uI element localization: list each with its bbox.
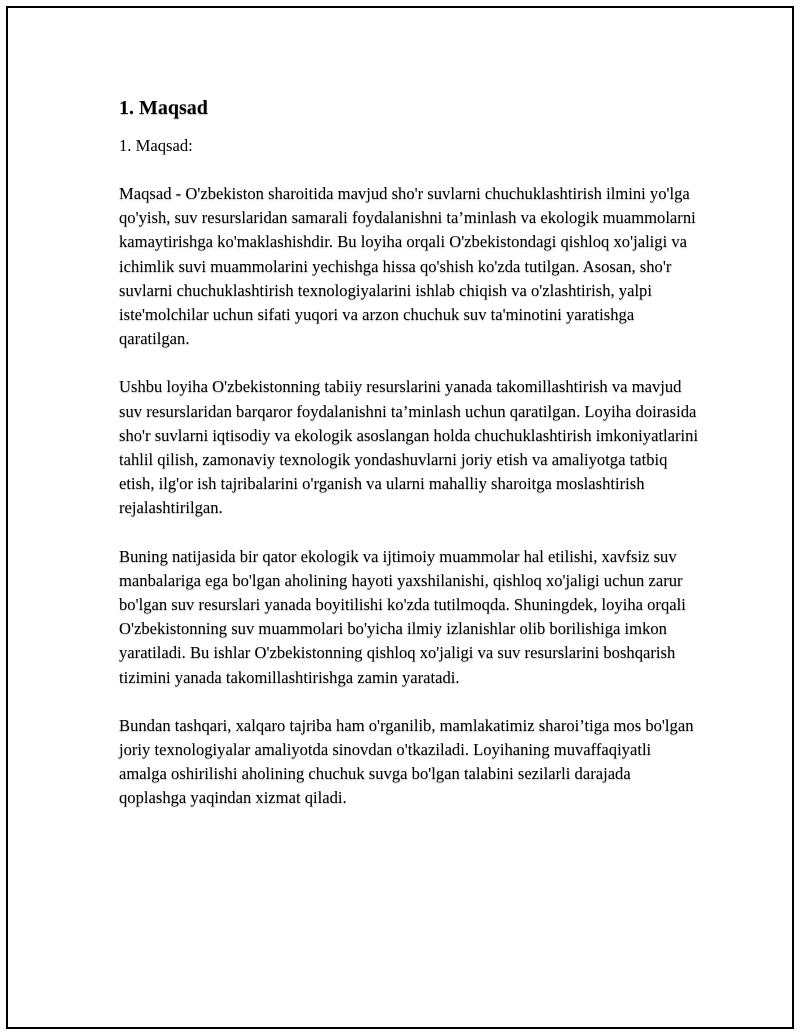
paragraph-3: Buning natijasida bir qator ekologik va ijtimoiy muammolar hal etilishi, xavfsiz suv manbalariga ega bo'lgan aholining hayoti yaxshilanishi, qishloq xo'jaligi uchun zarur bo'lgan suv resurslari yanada boyitilishi ko'zda tutilmoqda. Shuningdek, loyiha orqali O'zbekistonning suv muammolari bo'yicha ilmiy izlanishlar olib borilishiga imkon yaratiladi. Bu ishlar O'zbekistonning qishloq xo'jaligi va suv resurslarini boshqarish tizimini yanada takomillashtirishga zamin yaratadi. <box>119 546 686 687</box>
paragraph-2: Ushbu loyiha O'zbekistonning tabiiy resurslarini yanada takomillashtirish va mavjud suv resurslaridan barqaror foydalanishni ta’minlash uchun qaratilgan. Loyiha doirasida sho'r suvlarni iqtisodiy va ekologik asoslangan holda chuchuklashtirish imkoniyatlarini tahlil qilish, zamonaviy texnologik yondashuvlarni joriy etish va amaliyotga tatbiq etish, ilg'or ish tajribalarini o'rganish va ularni mahalliy sharoitga moslashtirish rejalashtirilgan. <box>119 377 699 518</box>
document-body <box>119 96 699 835</box>
section-heading: 1. Maqsad <box>119 97 208 119</box>
page-frame <box>6 6 794 1029</box>
paragraph-1: Maqsad - O'zbekiston sharoitida mavjud sho'r suvlarni chuchuklashtirish ilmini yo'lga qo'yish, suv resurslaridan samarali foydalanishni ta’minlash va ekologik muammolarni kamaytirishga ko'maklashishdir. Bu loyiha orqali O'zbekistondagi qishloq xo'jaligi va ichimlik suvi muammolarini yechishga hissa qo'shish ko'zda tutilgan. Asosan, sho'r suvlarni chuchuklashtirish texnologiyalarini ishlab chiqish va o'zlashtirish, yalpi iste'molchilar uchun sifati yuqori va arzon chuchuk suv ta'minotini yaratishga qaratilgan. <box>119 184 696 349</box>
paragraph-4: Bundan tashqari, xalqaro tajriba ham o'rganilib, mamlakatimiz sharoi’tiga mos bo'lgan joriy texnologiyalar amaliyotda sinovdan o'tkaziladi. Loyihaning muvaffaqiyatli amalga oshirilishi aholining chuchuk suvga bo'lgan talabini sezilarli darajada qoplashga yaqindan xizmat qiladi. <box>119 715 694 808</box>
section-subheading: 1. Maqsad: <box>119 136 193 155</box>
